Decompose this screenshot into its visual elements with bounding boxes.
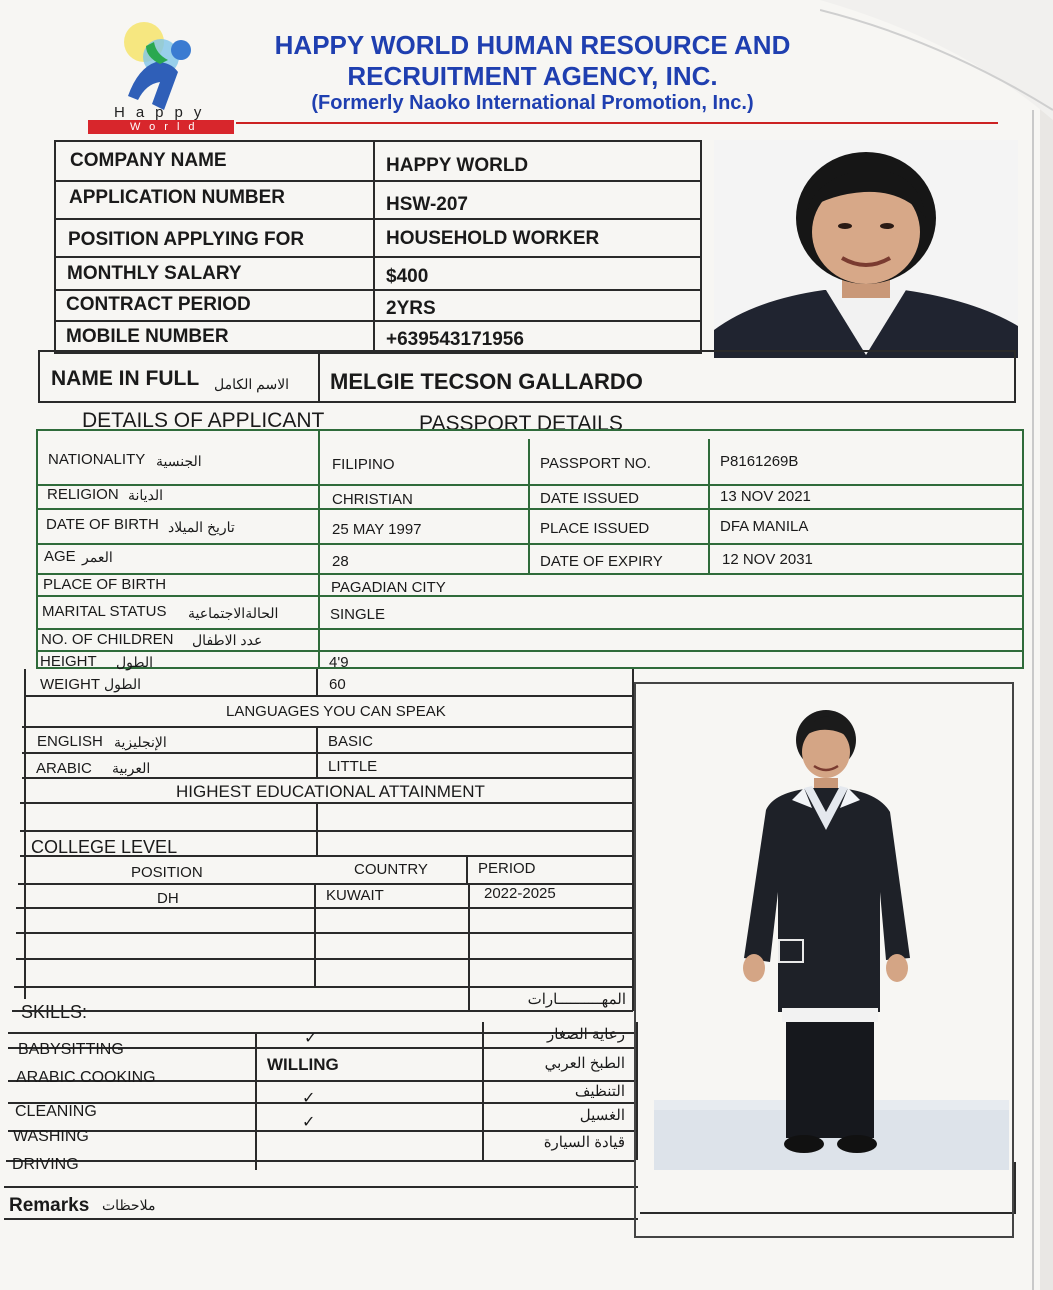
skill-driving-arabic: قيادة السيارة xyxy=(543,1134,625,1151)
skill-washing-check: ✓ xyxy=(302,1114,316,1131)
experience-row-1-country: KUWAIT xyxy=(326,887,384,904)
marital-status-label-arabic: الحالةالاجتماعية xyxy=(188,605,279,621)
company-name-label: COMPANY NAME xyxy=(70,150,227,171)
header-divider xyxy=(236,122,998,124)
skill-cleaning-arabic: التنظيف xyxy=(574,1083,625,1100)
place-of-birth-label: PLACE OF BIRTH xyxy=(43,576,167,593)
experience-position-header: POSITION xyxy=(131,864,203,881)
religion-value: CHRISTIAN xyxy=(332,491,413,508)
languages-heading: LANGUAGES YOU CAN SPEAK xyxy=(226,703,446,720)
details-of-applicant-heading: DETAILS OF APPLICANT xyxy=(82,409,325,432)
name-label: NAME IN FULL xyxy=(51,367,200,390)
skill-cleaning-label: CLEANING xyxy=(15,1103,97,1120)
english-level-value: BASIC xyxy=(328,733,374,750)
age-label: AGE xyxy=(44,548,76,565)
marital-status-value: SINGLE xyxy=(330,606,386,623)
agency-subtitle: (Formerly Naoko International Promotion, Inc.) xyxy=(311,92,754,114)
date-of-birth-label: DATE OF BIRTH xyxy=(46,516,159,533)
date-of-birth-value: 25 MAY 1997 xyxy=(332,521,422,538)
skills-label-arabic: المهــــــــــارات xyxy=(527,991,626,1008)
english-label: ENGLISH xyxy=(37,733,103,750)
salary-value: $400 xyxy=(386,266,429,287)
arabic-label-arabic: العربية xyxy=(112,760,151,776)
logo-subtext: World xyxy=(130,121,204,133)
education-value: COLLEGE LEVEL xyxy=(31,837,178,857)
nationality-value: FILIPINO xyxy=(332,456,395,473)
experience-row-1-position: DH xyxy=(157,890,179,907)
weight-value: 60 xyxy=(329,676,346,693)
place-of-birth-value: PAGADIAN CITY xyxy=(331,579,446,596)
nationality-label: NATIONALITY xyxy=(48,451,146,468)
skills-label: SKILLS: xyxy=(21,1002,88,1022)
full-name-value: MELGIE TECSON GALLARDO xyxy=(330,369,643,394)
religion-label: RELIGION xyxy=(47,486,119,503)
age-label-arabic: العمر xyxy=(82,549,113,565)
application-number-value: HSW-207 xyxy=(386,194,468,215)
company-logo xyxy=(86,12,236,137)
date-issued-label: DATE ISSUED xyxy=(540,490,639,507)
english-label-arabic: الإنجليزية xyxy=(114,734,167,750)
skill-cleaning-check: ✓ xyxy=(302,1090,316,1107)
name-label-arabic: الاسم الكامل xyxy=(214,376,290,392)
arabic-level-value: LITTLE xyxy=(328,758,378,775)
experience-period-header: PERIOD xyxy=(478,860,536,877)
place-issued-label: PLACE ISSUED xyxy=(540,520,650,537)
date-of-birth-label-arabic: تاريخ الميلاد xyxy=(168,519,235,535)
passport-no-value: P8161269B xyxy=(720,453,799,470)
paper-edge-decoration xyxy=(820,0,1053,120)
position-label: POSITION APPLYING FOR xyxy=(68,229,305,250)
skill-babysitting-label: BABYSITTING xyxy=(18,1041,124,1058)
page-right-edge xyxy=(1032,110,1034,1290)
education-heading: HIGHEST EDUCATIONAL ATTAINMENT xyxy=(176,782,485,801)
nationality-label-arabic: الجنسية xyxy=(156,453,202,469)
contract-period-label: CONTRACT PERIOD xyxy=(66,294,251,315)
date-of-expiry-label: DATE OF EXPIRY xyxy=(540,553,663,570)
skill-arabic-cooking-label: ARABIC COOKING xyxy=(16,1069,156,1086)
company-name-value: HAPPY WORLD xyxy=(386,155,529,176)
application-number-label: APPLICATION NUMBER xyxy=(69,187,286,208)
height-label-arabic: الطول xyxy=(116,654,154,670)
skill-driving-label: DRIVING xyxy=(12,1156,79,1173)
skill-washing-label: WASHING xyxy=(13,1128,89,1145)
logo-text: Happy xyxy=(114,104,213,121)
weight-label-arabic: الطول xyxy=(104,676,142,692)
remarks-label: Remarks xyxy=(9,1195,90,1216)
experience-country-header: COUNTRY xyxy=(354,861,428,878)
applicant-headshot-photo xyxy=(714,140,1018,358)
agency-title-line1: HAPPY WORLD HUMAN RESOURCE AND xyxy=(274,30,791,60)
height-label: HEIGHT xyxy=(40,653,97,670)
skill-babysitting-arabic: رعاية الصغار xyxy=(547,1026,625,1043)
age-value: 28 xyxy=(332,553,349,570)
date-of-expiry-value: 12 NOV 2031 xyxy=(722,551,813,568)
passport-no-label: PASSPORT NO. xyxy=(540,455,651,472)
religion-label-arabic: الديانة xyxy=(128,487,164,503)
skill-washing-arabic: الغسيل xyxy=(579,1107,625,1124)
salary-label: MONTHLY SALARY xyxy=(67,263,242,284)
willing-label: WILLING xyxy=(267,1055,339,1074)
agency-title-line2: RECRUITMENT AGENCY, INC. xyxy=(347,61,718,91)
position-value: HOUSEHOLD WORKER xyxy=(386,228,600,249)
skill-babysitting-check: ✓ xyxy=(304,1030,318,1047)
children-label-arabic: عدد الاطفال xyxy=(192,632,263,648)
date-issued-value: 13 NOV 2021 xyxy=(720,488,811,505)
skill-arabic-cooking-arabic: الطبخ العربي xyxy=(544,1055,625,1072)
children-label: NO. OF CHILDREN xyxy=(41,631,174,648)
mobile-number-value: +639543171956 xyxy=(386,329,524,350)
weight-label: WEIGHT xyxy=(40,676,100,693)
height-value: 4'9 xyxy=(329,654,349,671)
passport-details-heading: PASSPORT DETAILS xyxy=(419,412,623,435)
experience-row-1-period: 2022-2025 xyxy=(484,885,556,902)
arabic-label: ARABIC xyxy=(36,760,92,777)
applicant-full-body-photo xyxy=(654,700,1009,1170)
contract-period-value: 2YRS xyxy=(386,298,436,319)
mobile-number-label: MOBILE NUMBER xyxy=(66,326,229,347)
marital-status-label: MARITAL STATUS xyxy=(42,603,167,620)
remarks-label-arabic: ملاحظات xyxy=(102,1197,156,1213)
place-issued-value: DFA MANILA xyxy=(720,518,809,535)
